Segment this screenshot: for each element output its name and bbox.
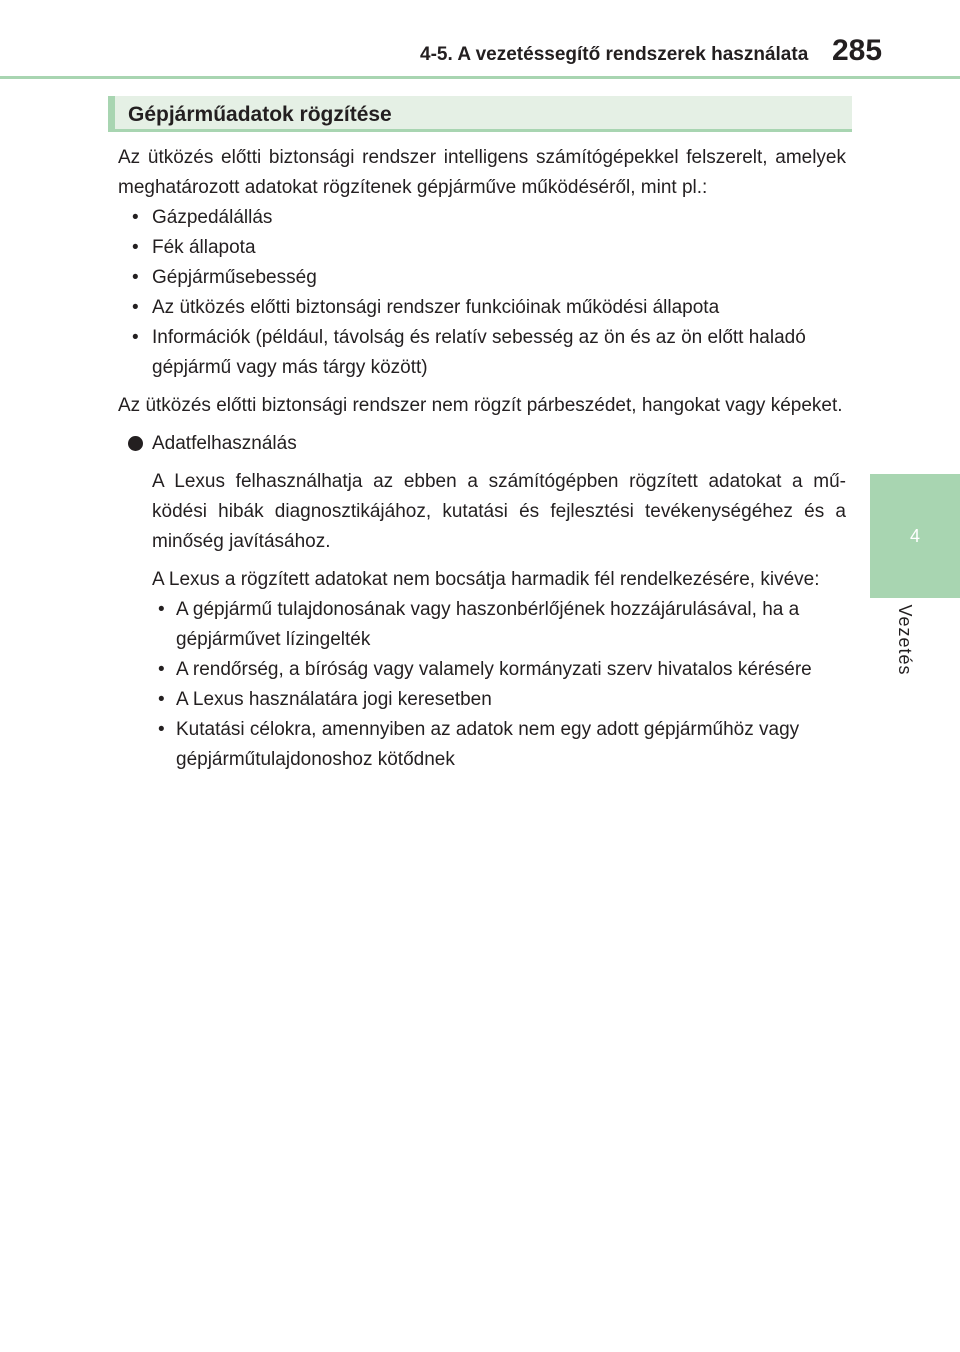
chapter-tab-number: 4 [909, 525, 920, 546]
intro-text: Az ütközés előtti biztonsági rendszer intelligens számítógépekkel felszerelt, amelyek meghatározott adatokat rögzítenek gépjárműve működéséről, mint pl.: [118, 147, 846, 198]
subsection-body [118, 467, 846, 775]
chapter-tab-label: Vezetés [895, 604, 915, 676]
bullet-icon: • [132, 237, 139, 258]
bullet-icon: • [132, 207, 139, 228]
filled-circle-icon [128, 436, 143, 451]
list-item: • A Lexus használatára jogi keresetben [152, 685, 846, 715]
running-header-title: 4-5. A vezetéssegítő rendszerek használata [420, 44, 809, 65]
disclosure-paragraph: A Lexus a rögzített adatokat nem bocsátja harmadik fél rendelkezésére, kivéve: [152, 569, 820, 590]
subsection-heading-text: Adatfelhasználás [152, 433, 297, 454]
list-item: • Információk (például, távolság és relatív sebesség az ön és az ön előtt haladó gépjármű vagy más tárgy között) [118, 323, 846, 383]
bullet-icon: • [158, 659, 165, 680]
section-heading [108, 96, 852, 132]
bullet-icon: • [158, 599, 165, 620]
page-content [118, 143, 846, 775]
note-paragraph: Az ütközés előtti biztonsági rendszer nem rögzít párbeszédet, hangokat vagy képeket. [118, 395, 843, 416]
page-number: 285 [832, 34, 883, 67]
bullet-icon: • [132, 297, 139, 318]
list-item: • Fék állapota [118, 233, 846, 263]
bullet-icon: • [158, 719, 165, 740]
bullet-icon: • [132, 327, 139, 348]
bullet-icon: • [132, 267, 139, 288]
list-item: • Az ütközés előtti biztonsági rendszer funkcióinak működési állapota [118, 293, 846, 323]
list-item: • Gépjárműsebesség [118, 263, 846, 293]
list-item: • Gázpedálállás [118, 203, 846, 233]
usage-paragraph: A Lexus felhasználhatja az ebben a számítógépben rögzített adatokat a mű-ködési hibák diagnosztikájához, kutatási és fejlesztési tevékenységéhez és a minőség javításához. [152, 471, 846, 552]
subsection-heading [118, 429, 846, 459]
list-item: • Kutatási célokra, amennyiben az adatok nem egy adott gépjárműhöz vagy gépjárműtulajdonoshoz kötődnek [152, 715, 846, 775]
chapter-tab [870, 474, 960, 598]
section-heading-text: Gépjárműadatok rögzítése [128, 103, 392, 126]
intro-paragraph [118, 143, 846, 203]
header-rule [0, 76, 960, 79]
recorded-data-list [118, 203, 846, 383]
list-item: • A rendőrség, a bíróság vagy valamely kormányzati szerv hivatalos kérésére [152, 655, 846, 685]
bullet-icon: • [158, 689, 165, 710]
disclosure-exceptions-list [152, 595, 846, 775]
list-item: • A gépjármű tulajdonosának vagy haszonbérlőjének hozzájárulásával, ha a gépjárművet lízingelték [152, 595, 846, 655]
